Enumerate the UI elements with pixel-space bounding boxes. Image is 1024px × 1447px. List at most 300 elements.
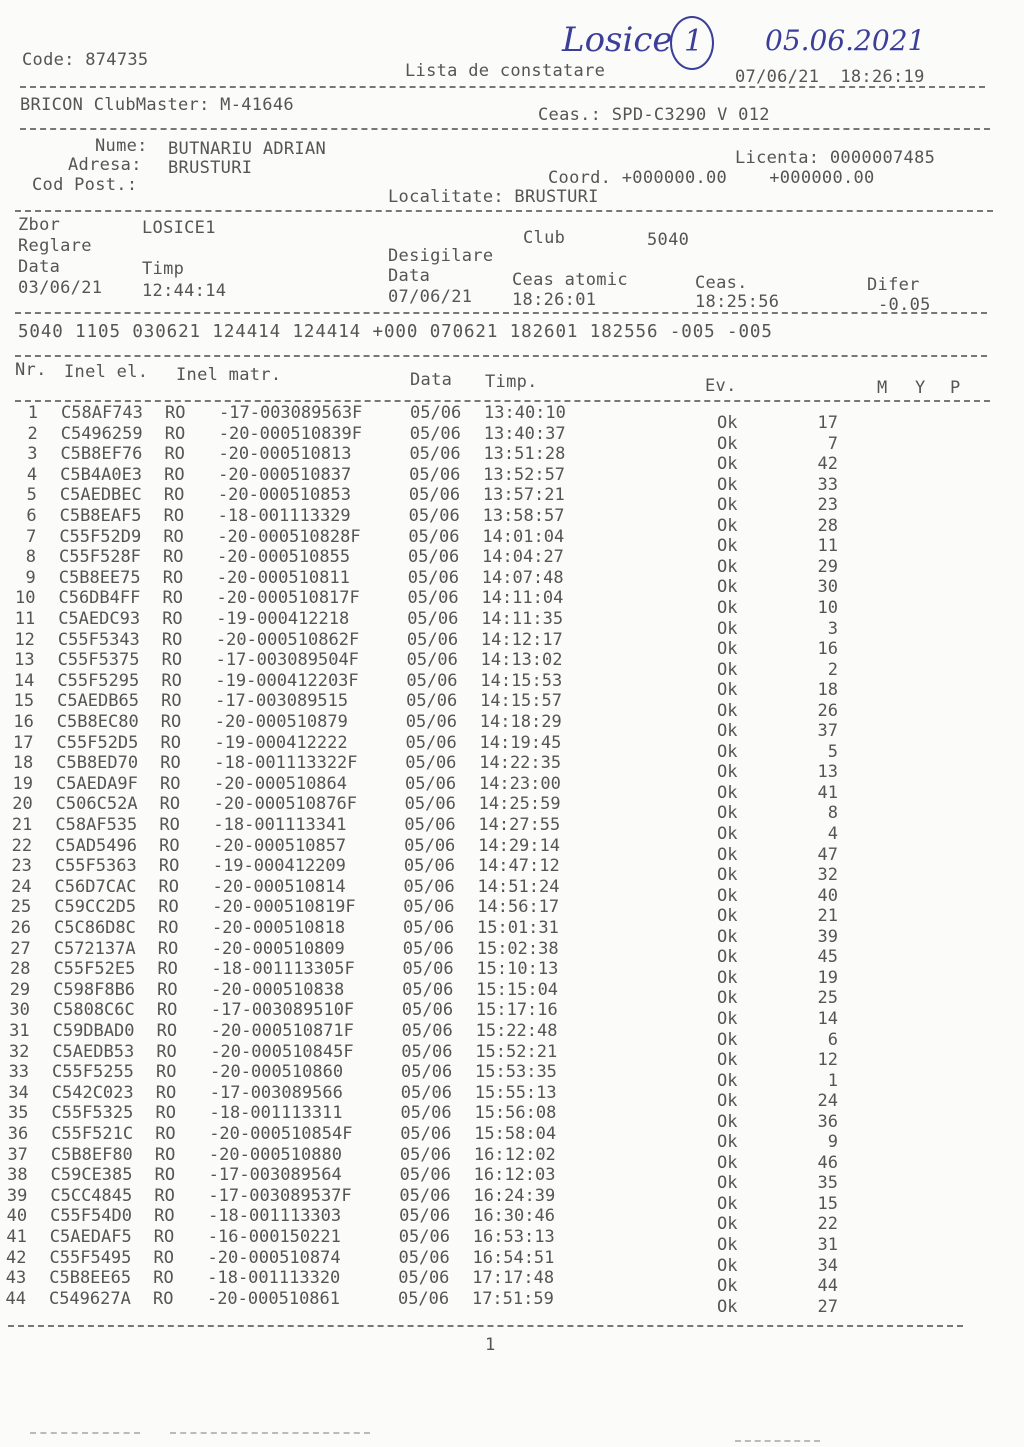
row-inel-el: C5B8EF80: [50, 1144, 133, 1165]
row-value: 4: [827, 824, 838, 844]
divider: [15, 312, 987, 314]
row-country: RO: [163, 526, 184, 547]
row-value: 44: [817, 1276, 838, 1297]
row-date: 05/06: [404, 815, 456, 835]
row-ev: Ok: [717, 988, 738, 1009]
row-value: 13: [817, 762, 838, 783]
row-ev: Ok: [717, 1111, 738, 1132]
row-value: 47: [817, 844, 838, 865]
row-date: 05/06: [404, 794, 456, 815]
row-ev: Ok: [717, 782, 738, 803]
table-row: [6, 1185, 994, 1214]
row-time: 14:22:35: [479, 753, 562, 774]
document-title: Lista de constatare: [405, 61, 606, 81]
row-nr: 16: [13, 712, 34, 732]
row-date: 05/06: [410, 403, 462, 423]
row-nr: 30: [9, 1000, 30, 1021]
divider: [15, 355, 987, 357]
table-row: [11, 876, 994, 906]
code-label: Code: 874735: [22, 50, 149, 70]
row-inel-el: C55F521C: [51, 1124, 134, 1144]
row-country: RO: [159, 773, 181, 794]
coordinates: Coord. +000000.00 +000000.00: [548, 168, 875, 188]
row-time: 14:27:55: [478, 815, 561, 835]
row-value: 24: [817, 1091, 838, 1112]
row-date: 05/06: [403, 856, 456, 877]
row-inel-matr: -19-000412203F: [215, 670, 359, 691]
row-nr: 19: [12, 773, 33, 794]
row-nr: 8: [25, 547, 37, 568]
row-date: 05/06: [402, 938, 454, 959]
row-inel-matr: -17-003089566: [209, 1082, 343, 1103]
table-row: [12, 773, 994, 803]
row-value: 12: [817, 1050, 838, 1071]
page-number: 1: [485, 1335, 496, 1355]
row-inel-el: C5CC4845: [50, 1185, 133, 1206]
row-country: RO: [156, 1062, 177, 1083]
row-inel-el: C55F54D0: [50, 1206, 132, 1227]
row-ev: Ok: [717, 1296, 738, 1317]
table-row: [12, 753, 994, 783]
row-nr: 31: [9, 1021, 30, 1041]
row-country: RO: [152, 1288, 174, 1309]
row-country: RO: [160, 753, 181, 774]
row-inel-matr: -20-000510845F: [210, 1041, 354, 1062]
row-inel-el: C56D7CAC: [54, 876, 137, 897]
row-ev: Ok: [717, 700, 738, 721]
handwritten-number: 1: [684, 24, 704, 59]
row-country: RO: [159, 835, 180, 856]
row-date: 05/06: [397, 1288, 450, 1309]
row-nr: 13: [14, 650, 35, 671]
row-date: 05/06: [406, 629, 459, 650]
table-row: [14, 403, 994, 433]
row-nr: 1: [27, 403, 38, 423]
row-inel-el: C542C023: [51, 1082, 134, 1103]
reglare-date: 03/06/21: [18, 278, 103, 298]
row-value: 3: [827, 618, 838, 639]
row-ev: Ok: [717, 577, 738, 598]
row-time: 14:19:45: [479, 732, 562, 753]
row-ev: Ok: [717, 515, 738, 536]
zbor-label: Zbor: [18, 215, 61, 235]
club-number: 5040: [647, 230, 690, 250]
row-ev: Ok: [717, 413, 738, 433]
row-inel-el: C55F5375: [57, 650, 140, 671]
table-row: [13, 691, 994, 721]
row-date: 05/06: [408, 506, 460, 526]
table-row: [7, 1124, 994, 1153]
ceas-time: 18:25:56: [695, 292, 780, 312]
row-ev: Ok: [717, 1132, 738, 1153]
row-nr: 28: [9, 959, 31, 980]
row-time: 15:52:21: [475, 1041, 558, 1062]
row-nr: 27: [10, 938, 31, 959]
locality: Localitate: BRUSTURI: [388, 187, 599, 207]
row-time: 15:17:16: [475, 1000, 558, 1021]
col-inel-el: Inel el.: [64, 362, 149, 382]
table-row: [10, 918, 994, 947]
row-date: 05/06: [400, 1103, 452, 1124]
row-inel-matr: -18-001113311: [209, 1103, 343, 1124]
row-nr: 4: [26, 464, 38, 485]
row-inel-matr: -20-000510828F: [217, 526, 361, 547]
row-ev: Ok: [717, 536, 738, 557]
ceas-label: Ceas.: [695, 273, 748, 293]
row-inel-el: C55F5495: [49, 1247, 132, 1268]
row-country: RO: [161, 670, 182, 691]
row-inel-el: C5AEDBEC: [59, 485, 142, 506]
row-time: 13:51:28: [483, 444, 566, 465]
row-value: 32: [817, 865, 838, 886]
row-inel-el: C5B8EAF5: [59, 506, 142, 526]
row-ev: Ok: [717, 967, 738, 988]
row-date: 05/06: [408, 485, 461, 506]
row-country: RO: [154, 1185, 175, 1206]
row-nr: 25: [10, 897, 32, 918]
row-value: 17: [817, 413, 838, 433]
row-ev: Ok: [717, 885, 738, 906]
row-date: 05/06: [408, 547, 460, 568]
table-row: [13, 712, 994, 742]
desig-data-label: Data: [388, 266, 431, 286]
row-date: 05/06: [406, 670, 458, 691]
row-value: 30: [817, 577, 838, 598]
row-date: 05/06: [398, 1247, 450, 1268]
row-ev: Ok: [717, 1070, 738, 1091]
row-inel-matr: -20-000510809: [211, 938, 345, 959]
row-country: RO: [156, 1021, 178, 1041]
table-row: [11, 856, 994, 886]
print-datetime: 07/06/21 18:26:19: [735, 67, 925, 87]
row-inel-matr: -17-003089563F: [219, 403, 363, 423]
row-inel-el: C5AD5496: [55, 835, 137, 856]
row-ev: Ok: [717, 556, 738, 577]
table-row: [14, 567, 994, 598]
table-row: [7, 1144, 994, 1173]
row-inel-el: C5AEDB65: [57, 691, 139, 712]
row-ev: Ok: [717, 597, 738, 618]
row-inel-matr: -20-000510871F: [210, 1021, 354, 1041]
row-inel-matr: -20-000510854F: [209, 1124, 353, 1144]
row-inel-el: C55F528F: [59, 547, 141, 568]
row-nr: 40: [6, 1206, 28, 1227]
row-date: 05/06: [405, 712, 457, 732]
row-inel-el: C59DBAD0: [52, 1021, 135, 1041]
row-inel-el: C55F52E5: [53, 959, 136, 980]
row-nr: 24: [11, 876, 32, 897]
row-time: 15:55:13: [474, 1082, 557, 1103]
row-ev: Ok: [717, 1008, 738, 1029]
row-date: 05/06: [406, 691, 458, 712]
table-row: [6, 1247, 994, 1276]
row-ev: Ok: [717, 803, 738, 824]
row-ev: Ok: [717, 1091, 738, 1112]
row-ev: Ok: [717, 618, 738, 639]
table-row: [8, 1062, 994, 1091]
row-inel-matr: -20-000510853: [217, 485, 351, 506]
row-time: 17:17:48: [472, 1268, 555, 1289]
row-inel-matr: -18-001113305F: [211, 959, 355, 980]
row-nr: 22: [11, 835, 33, 856]
row-country: RO: [163, 547, 184, 568]
row-inel-matr: -20-000510855: [217, 547, 351, 568]
table-row: [14, 588, 994, 618]
table-row: [11, 835, 994, 865]
row-country: RO: [158, 856, 180, 877]
col-m: M: [877, 378, 888, 398]
col-p: P: [950, 378, 961, 398]
row-value: 36: [817, 1111, 838, 1132]
club-label: Club: [523, 228, 566, 248]
row-inel-matr: -20-000510864: [213, 773, 348, 794]
table-row: [10, 938, 994, 968]
row-inel-el: C5B8EE65: [49, 1268, 132, 1289]
row-time: 15:10:13: [476, 959, 559, 980]
row-time: 15:15:04: [476, 979, 559, 1000]
row-date: 05/06: [400, 1082, 452, 1103]
row-date: 05/06: [409, 423, 461, 444]
row-inel-matr: -20-000510811: [216, 567, 350, 588]
row-inel-el: C58AF743: [61, 403, 143, 423]
row-value: 6: [827, 1029, 838, 1050]
row-country: RO: [157, 938, 179, 959]
table-row: [7, 1165, 994, 1194]
row-inel-matr: -17-003089537F: [208, 1185, 352, 1206]
row-inel-el: C55F52D5: [56, 732, 139, 753]
table-row: [14, 506, 994, 536]
row-ev: Ok: [717, 474, 738, 495]
row-time: 16:53:13: [472, 1227, 555, 1247]
divider: [20, 86, 985, 88]
row-inel-el: C59CE385: [50, 1165, 133, 1186]
row-time: 15:02:38: [476, 938, 559, 959]
scan-artifact: [735, 1440, 820, 1442]
row-value: 8: [827, 803, 838, 824]
difer-value: -0.05: [878, 295, 931, 315]
row-date: 05/06: [404, 835, 456, 856]
club-master: BRICON ClubMaster: M-41646: [20, 95, 294, 115]
row-country: RO: [153, 1247, 174, 1268]
table-row: [9, 979, 994, 1009]
row-time: 13:40:37: [483, 423, 566, 444]
row-inel-matr: -20-000510818: [212, 918, 346, 938]
row-nr: 20: [12, 794, 33, 815]
row-time: 15:01:31: [477, 918, 559, 938]
row-value: 18: [817, 680, 838, 701]
row-inel-matr: -20-000510879: [214, 712, 348, 732]
row-date: 05/06: [401, 1000, 454, 1021]
row-country: RO: [156, 1041, 177, 1062]
handwritten-place: Losice: [562, 20, 673, 60]
row-value: 14: [817, 1008, 838, 1029]
flight-name: LOSICE1: [142, 218, 216, 238]
row-time: 14:11:04: [481, 588, 564, 609]
row-nr: 32: [8, 1041, 30, 1062]
row-ev: Ok: [717, 1029, 738, 1050]
table-row: [13, 670, 994, 701]
row-nr: 3: [27, 444, 38, 465]
row-nr: 38: [7, 1165, 28, 1186]
row-value: 27: [817, 1296, 838, 1317]
row-inel-matr: -18-001113303: [208, 1206, 342, 1227]
row-ev: Ok: [717, 495, 738, 516]
row-ev: Ok: [717, 433, 738, 454]
row-inel-el: C5B8EE75: [58, 567, 141, 588]
row-time: 14:25:59: [478, 794, 561, 815]
row-inel-matr: -17-003089504F: [215, 650, 359, 671]
reglare-label: Reglare: [18, 236, 92, 256]
row-date: 05/06: [403, 897, 455, 918]
row-nr: 26: [10, 918, 31, 938]
row-inel-el: C55F5295: [57, 670, 140, 691]
row-value: 34: [817, 1255, 838, 1276]
table-row: [11, 815, 994, 844]
reglare-time: 12:44:14: [142, 281, 227, 301]
row-nr: 36: [7, 1124, 29, 1144]
row-inel-matr: -20-000510819F: [212, 897, 356, 918]
row-ev: Ok: [717, 1152, 738, 1173]
row-inel-matr: -19-000412209: [212, 856, 346, 877]
row-value: 31: [817, 1235, 838, 1255]
row-time: 14:13:02: [480, 650, 563, 671]
row-nr: 23: [11, 856, 32, 877]
row-value: 11: [817, 536, 838, 557]
row-country: RO: [163, 506, 185, 526]
row-inel-matr: -18-001113329: [217, 506, 351, 526]
row-nr: 37: [7, 1144, 28, 1165]
row-ev: Ok: [717, 1050, 738, 1071]
table-row: [5, 1268, 994, 1297]
table-row: [14, 609, 994, 639]
row-time: 16:12:02: [473, 1144, 556, 1165]
row-ev: Ok: [717, 844, 738, 865]
row-country: RO: [155, 1124, 176, 1144]
row-value: 46: [817, 1152, 838, 1173]
row-date: 05/06: [403, 918, 455, 938]
row-inel-el: C549627A: [48, 1288, 131, 1309]
row-ev: Ok: [717, 1173, 738, 1194]
difer-label: Difer: [867, 275, 920, 295]
row-nr: 15: [13, 691, 35, 712]
col-data: Data: [410, 370, 453, 390]
adresa-label: Adresa:: [68, 155, 142, 175]
row-date: 05/06: [403, 876, 455, 897]
ceas-atomic-time: 18:26:01: [512, 290, 597, 310]
row-country: RO: [160, 712, 182, 732]
row-date: 05/06: [407, 609, 459, 629]
cod-post-label: Cod Post.:: [32, 175, 138, 195]
row-country: RO: [158, 876, 180, 897]
row-ev: Ok: [717, 1255, 738, 1276]
col-ev: Ev.: [705, 376, 737, 396]
row-value: 23: [817, 495, 838, 516]
row-time: 15:53:35: [475, 1062, 557, 1083]
handwritten-date: 05.06.2021: [765, 24, 926, 57]
row-country: RO: [154, 1165, 176, 1186]
row-date: 05/06: [399, 1165, 451, 1186]
row-nr: 9: [25, 567, 36, 588]
row-nr: 18: [12, 753, 34, 774]
row-inel-el: C5AEDB53: [52, 1041, 135, 1062]
row-time: 13:40:10: [484, 403, 566, 423]
row-date: 05/06: [401, 1041, 453, 1062]
row-time: 16:12:03: [473, 1165, 556, 1186]
row-time: 14:47:12: [477, 856, 560, 877]
row-inel-matr: -20-000510814: [212, 876, 346, 897]
row-inel-matr: -20-000510837: [218, 464, 352, 485]
row-value: 7: [827, 433, 838, 454]
row-nr: 44: [5, 1288, 26, 1309]
row-country: RO: [159, 794, 181, 815]
row-time: 16:24:39: [473, 1185, 556, 1206]
row-inel-el: C5B8ED70: [56, 753, 139, 774]
row-nr: 41: [6, 1227, 27, 1247]
row-value: 41: [817, 782, 838, 803]
row-country: RO: [161, 650, 183, 671]
row-ev: Ok: [717, 659, 738, 680]
row-inel-matr: -20-000510876F: [213, 794, 357, 815]
row-nr: 10: [15, 588, 36, 609]
row-time: 14:29:14: [478, 835, 560, 856]
row-date: 05/06: [406, 650, 458, 671]
row-country: RO: [160, 732, 181, 753]
row-time: 14:15:57: [480, 691, 562, 712]
row-country: RO: [157, 959, 178, 980]
row-country: RO: [161, 629, 183, 650]
row-time: 17:51:59: [471, 1288, 554, 1309]
table-row: [9, 1021, 994, 1050]
row-country: RO: [154, 1206, 175, 1227]
row-time: 14:11:35: [481, 609, 564, 629]
clock-model: Ceas.: SPD-C3290 V 012: [538, 105, 770, 125]
row-date: 05/06: [402, 959, 454, 980]
row-time: 15:58:04: [474, 1124, 557, 1144]
row-country: RO: [161, 691, 182, 712]
row-nr: 12: [14, 629, 35, 650]
row-nr: 17: [13, 732, 34, 753]
row-value: 15: [817, 1193, 838, 1214]
row-time: 15:56:08: [474, 1103, 557, 1124]
row-ev: Ok: [717, 1193, 738, 1214]
table-row: [12, 794, 994, 824]
row-value: 45: [817, 947, 838, 968]
row-ev: Ok: [717, 741, 738, 762]
row-time: 15:22:48: [475, 1021, 558, 1041]
row-ev: Ok: [717, 454, 738, 475]
row-value: 37: [817, 721, 838, 742]
row-inel-el: C572137A: [53, 938, 136, 959]
row-country: RO: [164, 423, 186, 444]
row-inel-el: C56DB4FF: [58, 588, 141, 609]
row-nr: 39: [6, 1185, 28, 1206]
table-row: [10, 897, 994, 927]
handwritten-number-circle: [670, 16, 714, 70]
row-country: RO: [155, 1082, 177, 1103]
row-inel-el: C5AEDA9F: [55, 773, 138, 794]
row-date: 05/06: [398, 1268, 450, 1289]
row-date: 05/06: [405, 753, 457, 774]
row-value: 40: [817, 885, 838, 906]
row-country: RO: [162, 609, 183, 629]
row-value: 10: [817, 597, 838, 618]
row-inel-matr: -20-000510839F: [218, 423, 363, 444]
row-value: 1: [827, 1070, 838, 1091]
row-nr: 11: [14, 609, 36, 629]
row-inel-el: C5B4A0E3: [60, 464, 143, 485]
col-nr: Nr.: [15, 360, 47, 380]
row-ev: Ok: [717, 824, 738, 844]
